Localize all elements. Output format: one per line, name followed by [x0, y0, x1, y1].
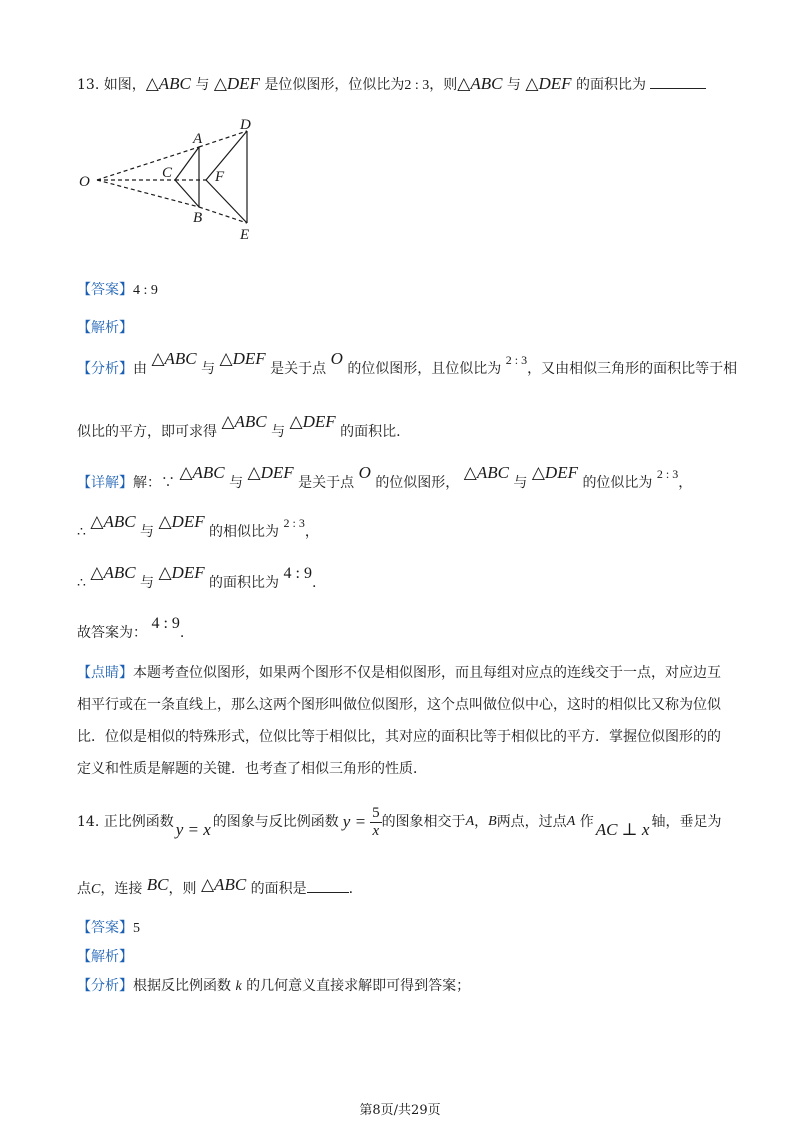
q13-stem: 13. 如图，△ABC 与 △DEF 是位似图形，位似比为2 : 3，则△ABC 与 △DEF 的面积比为 [77, 74, 706, 96]
q13-xiangjie-line2: ∴ △ABC 与 △DEF 的相似比为 2 : 3， [77, 512, 319, 540]
q13-dianjing-line2: 相平行或在一条直线上，那么这两个图形叫做位似图形，这个点叫做位似中心，这时的相似比又称为位似 [77, 697, 721, 713]
q14-fenxi: 【分析】根据反比例函数 k 的几何意义直接求解即可得到答案； [77, 978, 471, 994]
label-B: B [193, 210, 203, 226]
q13-dianjing-line4: 定义和性质是解题的关键．也考查了相似三角形的性质． [77, 761, 427, 777]
homothety-figure [75, 115, 285, 245]
label-C: C [162, 165, 173, 181]
label-E: E [240, 227, 250, 243]
q13-dianjing-line3: 比．位似是相似的特殊形式，位似比等于相似比，其对应的面积比等于相似比的平方．掌握位似图形的的 [77, 729, 721, 745]
fraction-5-over-x: $\frac{5}{x}$ [372, 804, 380, 839]
q13-final: 故答案为： 4 : 9. [77, 615, 185, 641]
label-F: F [215, 169, 225, 185]
page-footer: 第8页/共29页 [359, 1103, 441, 1118]
q13-answer: 【答案】4 : 9 [77, 282, 158, 298]
label-O: O [79, 174, 90, 190]
q13-fenxi-line1: 【分析】由 △ABC 与 △DEF 是关于点 O 的位似图形，且位似比为 2 : 3，又由相似三角形的面积比等于相 [77, 349, 738, 377]
answer-blank [650, 88, 706, 89]
q13-xiangjie-line3: ∴ △ABC 与 △DEF 的面积比为 4 : 9. [77, 563, 317, 591]
q13-fenxi-line2: 似比的平方，即可求得 △ABC 与 △DEF 的面积比. [77, 412, 401, 440]
q13-dianjing-line1: 【点睛】本题考查位似图形，如果两个图形不仅是相似图形，而且每组对应点的连线交于一点，对应边互 [77, 665, 721, 681]
q14-jiexi-label: 【解析】 [77, 949, 133, 965]
label-A: A [193, 131, 203, 147]
q13-xiangjie-line1: 【详解】解：∵ △ABC 与 △DEF 是关于点 O 的位似图形， △ABC 与 △DEF 的位似比为 2 : 3， [77, 463, 693, 491]
answer-blank [307, 892, 349, 893]
q14-answer: 【答案】5 [77, 920, 140, 936]
label-D: D [240, 117, 251, 133]
q14-stem: 14. 正比例函数 y = x 的图象与反比例函数 y = $\frac{5}{x}$ 的图象相交于 A ， B 两点，过点 A 作 AC ⊥ x 轴，垂足为 [77, 804, 722, 839]
q14-stem-line2: 点C，连接 BC，则 △ABC 的面积是 . [77, 875, 354, 897]
q13-jiexi-label: 【解析】 [77, 320, 133, 336]
